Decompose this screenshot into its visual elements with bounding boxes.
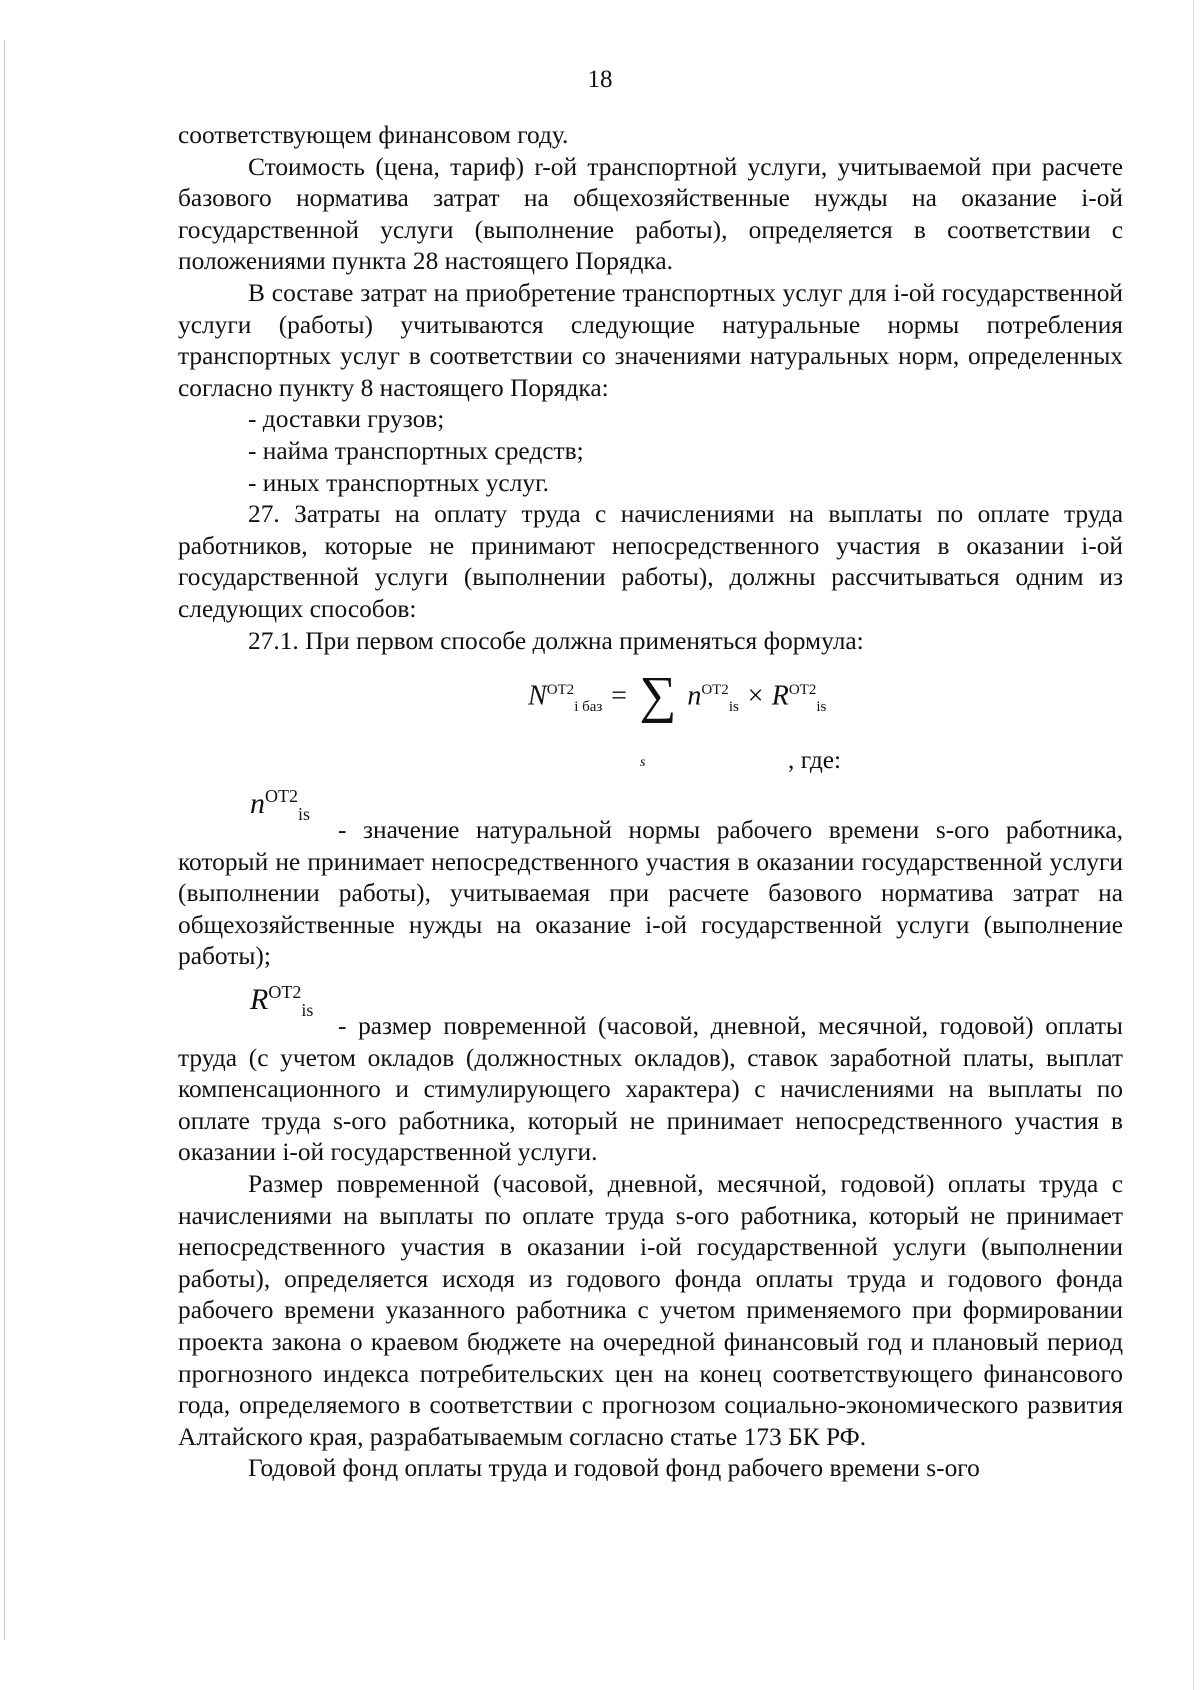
page-number: 18: [587, 66, 613, 93]
formula-r-sup: ОТ2: [788, 682, 817, 699]
formula-n-sup: ОТ2: [701, 682, 729, 699]
formula-times: ×: [745, 680, 765, 712]
formula-lhs-sub: i баз: [574, 699, 603, 716]
paragraph-27: 27. Затраты на оплату труда с начислениями на выплаты по оплате труда работников, которые не принимают непосредственного участия в оказании i-ой государственной услуги (выполнении работы), должны рассчитываться одним из следующих способов:: [178, 500, 1123, 623]
body-text: [178, 120, 1123, 1485]
formula-expression: [528, 667, 827, 725]
symbol-n-base: n: [250, 787, 265, 821]
symbol-r-sup: ОТ2: [268, 982, 302, 1003]
formula-sigma: ∑: [639, 667, 677, 725]
symbol-n-sup: ОТ2: [265, 786, 298, 807]
formula-where: , где:: [788, 746, 842, 775]
formula-equals: =: [609, 680, 629, 712]
symbol-n-sub: is: [298, 804, 311, 825]
formula-n: n: [687, 680, 702, 712]
formula-lhs: N: [528, 680, 547, 712]
list-item-other: - иных транспортных услуг.: [248, 468, 549, 497]
definition-n: - значение натуральной нормы рабочего времени s-ого работника, который не принимает непосредственного участия в оказании государственной услуги (выполнении работы), учитываемая при расчете базового норматива затрат на общехозяйственные нужды на оказание i-ой государственной услуги (выполнение работы);: [178, 816, 1123, 971]
formula-lhs-sup: ОТ2: [546, 682, 575, 699]
formula-r-sub: is: [816, 699, 827, 716]
symbol-n: [178, 777, 1123, 825]
symbol-r-base: R: [250, 983, 269, 1017]
definition-r: - размер повременной (часовой, дневной, месячной, годовой) оплаты труда (с учетом окладов (должностных окладов), ставок заработной платы, выплат компенсационного и стимулирующего характера) с начислениями на выплаты по оплате труда s-ого работника, который не принимает непосредственного участия в оказании i-ой государственной услуги.: [178, 1012, 1123, 1167]
formula: [178, 667, 1123, 777]
formula-n-sub: is: [728, 699, 739, 716]
formula-r: R: [771, 680, 789, 712]
paragraph-transport-norms: В составе затрат на приобретение транспортных услуг для i-ой государственной услуги (работы) учитываются следующие натуральные нормы потребления транспортных услуг в соответствии со значениями натуральных норм, определенных согласно пункту 8 настоящего Порядка:: [178, 278, 1123, 402]
formula-sigma-index: s: [640, 755, 646, 771]
paragraph-continuation: соответствующем финансовом году.: [178, 121, 569, 149]
paragraph-transport-cost: Стоимость (цена, тариф) r-ой транспортной услуги, учитываемой при расчете базового норматива затрат на общехозяйственные нужды на оказание i-ой государственной услуги (выполнение работы), определяется в соответствии с положениями пункта 28 настоящего Порядка.: [178, 152, 1123, 276]
symbol-r: [178, 973, 1123, 1021]
list-item-cargo: - доставки грузов;: [248, 405, 445, 434]
scan-border-right: [1193, 0, 1194, 1690]
paragraph-annual-fund: Годовой фонд оплаты труда и годовой фонд рабочего времени s-ого: [248, 1454, 980, 1483]
scan-border-left: [4, 40, 5, 1640]
list-item-vehicles: - найма транспортных средств;: [248, 436, 584, 465]
symbol-r-sub: is: [301, 1000, 314, 1021]
paragraph-27-1: 27.1. При первом способе должна применяться формула:: [248, 626, 864, 655]
paragraph-wage-size: Размер повременной (часовой, дневной, месячной, годовой) оплаты труда с начислениями на выплаты по оплате труда s-ого работника, который не принимает непосредственного участия в оказании i-ой государственной услуги (выполнении работы), определяется исходя из годового фонда оплаты труда и годового фонда рабочего времени указанного работника с учетом применяемого при формировании проекта закона о краевом бюджете на очередной финансовый год и плановый период прогнозного индекса потребительских цен на конец соответствующего финансового года, определяемого в соответствии с прогнозом социально-экономического развития Алтайского края, разрабатываемым согласно статье 173 БК РФ.: [178, 1170, 1123, 1451]
